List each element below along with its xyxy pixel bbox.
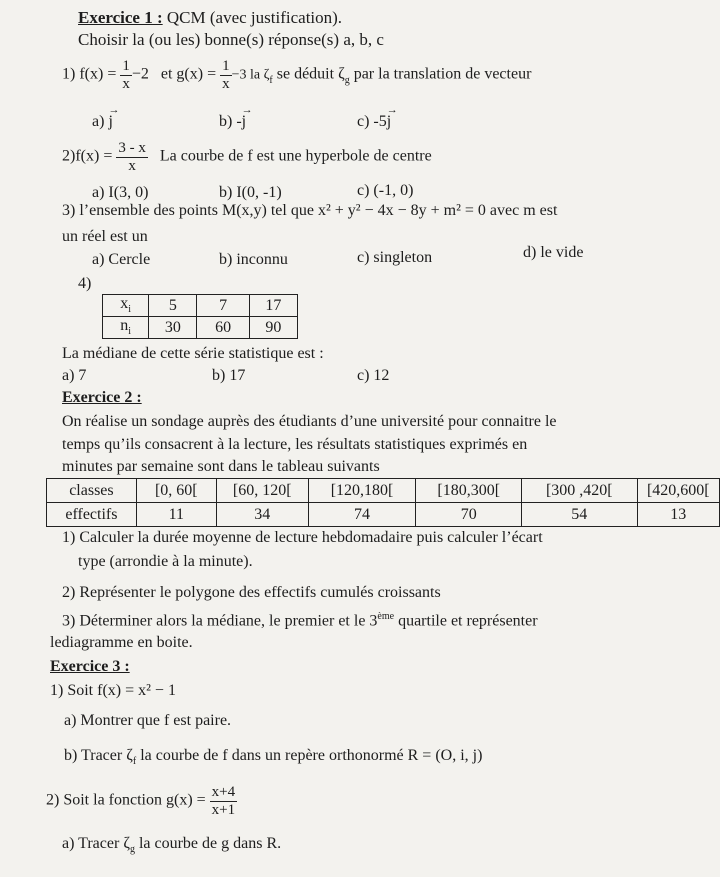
q4-option-b: b) 17 [212, 367, 246, 384]
ex2-head-effectifs: effectifs [47, 503, 137, 527]
ex2-freq-table [46, 478, 720, 527]
q4-cell: 30 [149, 317, 197, 339]
ex1-heading [78, 8, 342, 28]
ex3-q2: 2) Soit la fonction g(x) = $\frac{x+4}{x+1}$ [46, 784, 236, 818]
ex1-q3-line2: un réel est un [62, 228, 148, 245]
ex2-intro-3: minutes par semaine sont dans le tableau suivants [62, 458, 380, 475]
q4-option-c: c) 12 [357, 367, 390, 384]
q4-cell: 90 [249, 317, 297, 339]
ex2-q2: 2) Représenter le polygone des effectifs cumulés croissants [62, 584, 441, 601]
q1-text: se déduit ζ [276, 65, 345, 83]
ex1-title-rest: QCM (avec justification). [166, 8, 343, 27]
ex3-title: Exercice 3 : [50, 658, 130, 675]
q2-text: La courbe de f est une hyperbole de centre [159, 147, 432, 165]
ex3-q2a: a) Tracer $\zeta_g$ la courbe de g dans R. [62, 835, 282, 856]
ex2-eff-cell: 54 [522, 503, 638, 527]
q2-option-b: b) I(0, -1) [219, 184, 282, 201]
ex2-row-classes [47, 479, 720, 503]
ex1-q2: 2)f(x) = $\frac{3 - x}{x}$ La courbe de f est une hyperbole de centre [62, 140, 432, 174]
ex2-q1-line2: type (arrondie à la minute). [78, 553, 253, 570]
q4-row-x [103, 295, 298, 317]
q1-mid: et g(x) = [160, 65, 217, 83]
q1-num: 1) [62, 65, 76, 83]
q1-option-b: b) - → j [219, 104, 253, 130]
ex2-title: Exercice 2 : [62, 389, 142, 406]
ex2-class-cell: [120,180[ [308, 479, 416, 503]
q3-option-a: a) Cercle [92, 251, 151, 268]
q4-row-n [103, 317, 298, 339]
ex2-class-cell: [0, 60[ [136, 479, 216, 503]
q2-fraction: $\frac{3 - x}{x}$ [118, 140, 146, 174]
ex3-q1: 1) Soit f(x) = x² − 1 [50, 682, 176, 699]
q4-num: 4) [78, 275, 92, 292]
q1-option-a: a) → j [92, 104, 120, 130]
q3-option-c: c) singleton [357, 249, 433, 266]
vector-j-a: → j [108, 104, 120, 130]
q4-cell: 7 [197, 295, 249, 317]
q2-option-a: a) I(3, 0) [92, 184, 149, 201]
vector-j-b: → j [241, 104, 253, 130]
q4-stat-table [102, 294, 298, 339]
q2-option-c: c) (-1, 0) [357, 182, 414, 199]
q4-cell: 17 [249, 295, 297, 317]
vector-j-c: → j [386, 104, 398, 130]
ex1-instruction: Choisir la (ou les) bonne(s) réponse(s) a, b, c [78, 30, 384, 49]
ex1-title: Exercice 1 : [78, 8, 163, 27]
ex2-row-effectifs [47, 503, 720, 527]
ex2-head-classes: classes [47, 479, 137, 503]
q3-option-b: b) inconnu [219, 251, 288, 268]
ex1-q1: 1) f(x) = $\frac{1}{x}$ −2 et g(x) = $\frac{1}{x}$ −3 la $\zeta_f$ se déduit $\zeta_g$ par la translation de vecteur [62, 58, 532, 92]
q4-cell: 60 [197, 317, 249, 339]
q1-f-tail: −2 [131, 65, 149, 83]
q4-cell: 5 [149, 295, 197, 317]
ex2-q3-line2: lediagramme en boite. [50, 634, 193, 651]
ex3-q1a: a) Montrer que f est paire. [64, 712, 232, 729]
ex2-class-cell: [180,300[ [416, 479, 522, 503]
q1-g-tail: −3 la ζ [231, 67, 270, 83]
ex2-intro-1: On réalise un sondage auprès des étudiants d’une université pour connaitre le [62, 413, 557, 430]
ex2-class-cell: [300 ,420[ [522, 479, 638, 503]
q3-equation: x² + y² − 4x − 8y + m² = 0 [317, 202, 486, 219]
q1-text2: par la translation de vecteur [353, 65, 532, 83]
q4-head-x: $x_i$ [103, 295, 149, 317]
q1-f-fraction: $\frac{1}{x}$ [122, 58, 130, 92]
ex2-class-cell: [420,600[ [637, 479, 719, 503]
ex2-eff-cell: 70 [416, 503, 522, 527]
ex3-q1b: b) Tracer $\zeta_f$ la courbe de f dans un repère orthonormé R = (O, i, j) [64, 747, 483, 768]
q1-f-lhs: f(x) = [79, 65, 117, 83]
ex2-q1-line1: 1) Calculer la durée moyenne de lecture hebdomadaire puis calculer l’écart [62, 529, 543, 546]
ex2-eff-cell: 11 [136, 503, 216, 527]
q1-option-c: c) -5 → j [357, 104, 398, 130]
q4-option-a: a) 7 [62, 367, 87, 384]
ex2-eff-cell: 13 [637, 503, 719, 527]
q1-g-fraction: $\frac{1}{x}$ [222, 58, 230, 92]
q3-option-d: d) le vide [523, 244, 584, 261]
ex2-class-cell: [60, 120[ [216, 479, 308, 503]
ex2-eff-cell: 74 [308, 503, 416, 527]
q4-question: La médiane de cette série statistique est : [62, 345, 324, 362]
ex2-q3-line1: 3) Déterminer alors la médiane, le premier et le 3ème quartile et représenter [62, 611, 538, 630]
ex2-eff-cell: 34 [216, 503, 308, 527]
q4-head-n: $n_i$ [103, 317, 149, 339]
ex1-q3-line1: 3) l’ensemble des points M(x,y) tel que x² + y² − 4x − 8y + m² = 0 avec m est [62, 202, 558, 219]
g-fraction: $\frac{x+4}{x+1}$ [211, 784, 236, 818]
ex2-intro-2: temps qu’ils consacrent à la lecture, les résultats statistiques exprimés en [62, 436, 528, 453]
